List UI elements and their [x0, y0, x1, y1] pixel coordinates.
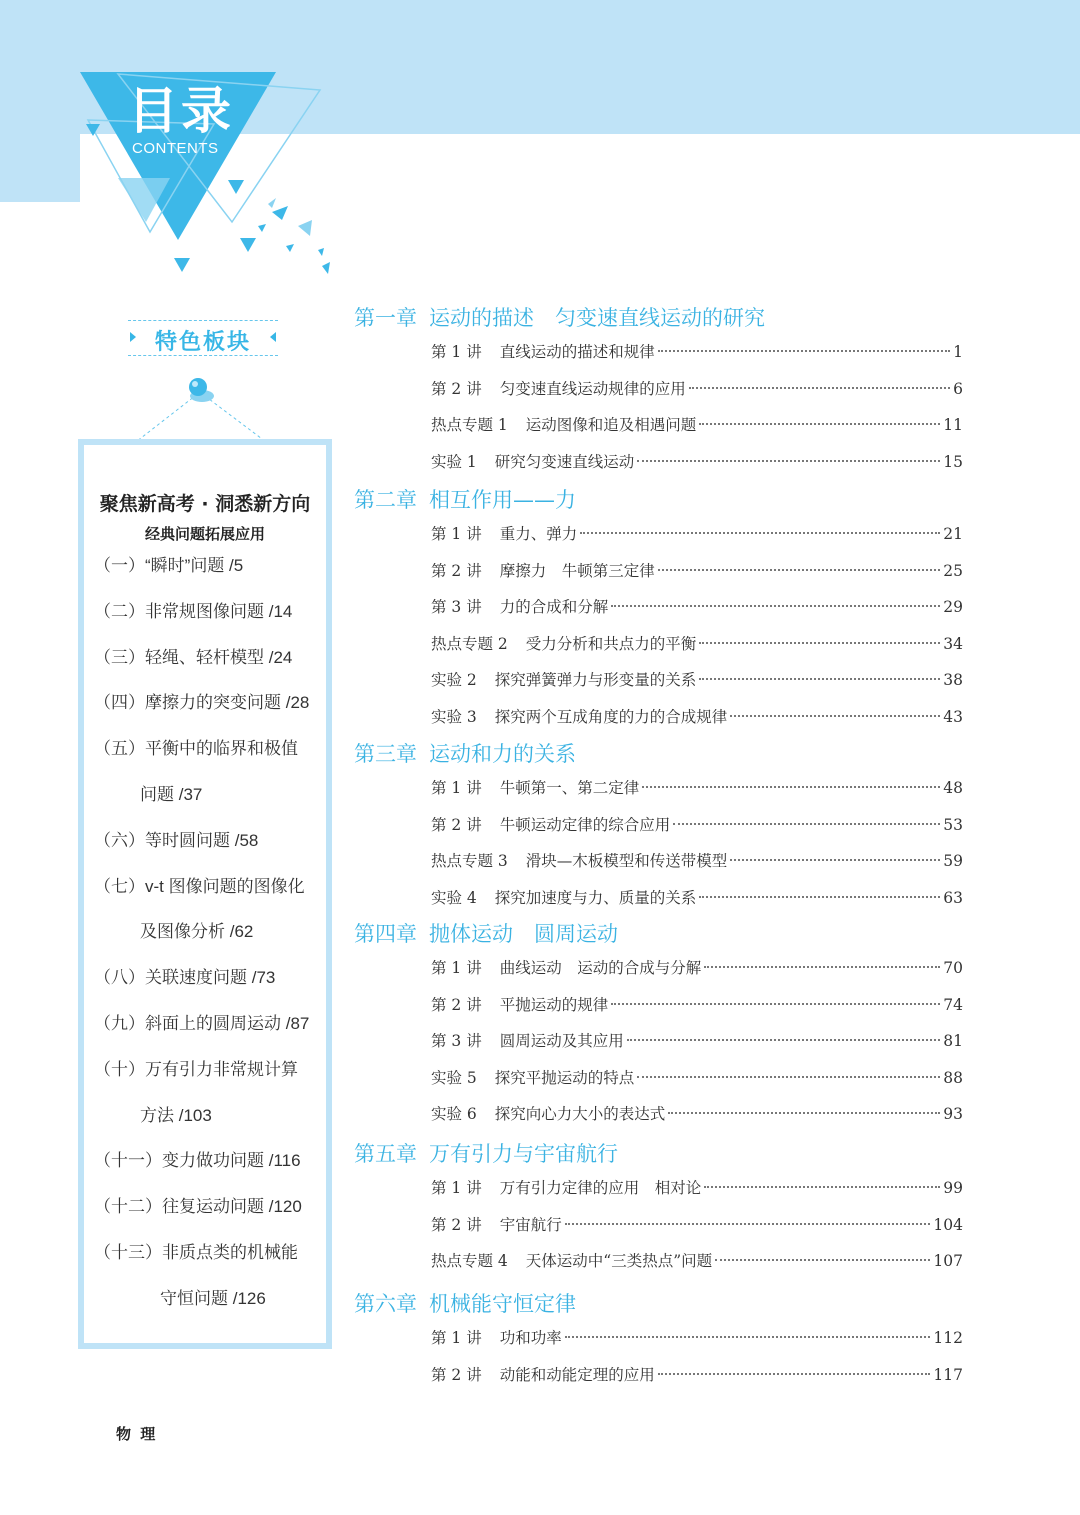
chapter-heading[interactable]	[354, 918, 618, 948]
page-subtitle: CONTENTS	[132, 140, 219, 157]
featured-item-text: 非质点类的机械能	[162, 1243, 298, 1262]
toc-entry-page: 74	[943, 995, 963, 1014]
toc-entry-label: 实验 4	[431, 888, 477, 907]
toc-entry-leader	[565, 1336, 931, 1338]
toc-entry-label: 实验 1	[431, 452, 477, 471]
featured-box-title: 聚焦新高考 · 洞悉新方向	[99, 493, 311, 515]
toc-entry-leader	[673, 823, 940, 825]
toc-entry-title: 探究弹簧弹力与形变量的关系	[494, 671, 697, 690]
chapter-title: 机械能守恒定律	[429, 1292, 576, 1316]
toc-entry-title: 曲线运动 运动的合成与分解	[499, 959, 702, 977]
toc-entry-page: 15	[943, 452, 963, 471]
toc-entry[interactable]	[431, 776, 963, 800]
toc-entry-page: 53	[943, 815, 963, 834]
toc-entry[interactable]	[431, 559, 963, 583]
toc-entry-title: 平抛运动的规律	[499, 995, 609, 1014]
toc-entry-page: 112	[933, 1329, 963, 1347]
featured-item-text: 摩擦力的突变问题 /28	[145, 693, 310, 713]
toc-entry-page: 6	[953, 379, 963, 398]
featured-item-text: 往复运动问题 /120	[162, 1197, 302, 1217]
toc-entry-leader	[730, 859, 940, 861]
toc-entry-leader	[730, 715, 940, 717]
toc-entry-leader	[611, 1003, 940, 1005]
featured-item	[94, 826, 258, 851]
toc-entry[interactable]	[431, 1066, 963, 1090]
featured-item-text: 等时圆问题 /58	[145, 830, 259, 850]
toc-entry[interactable]	[431, 1029, 963, 1053]
arrow-left-icon	[270, 332, 276, 342]
toc-entry-leader	[642, 786, 940, 788]
toc-entry-label: 第 2 讲	[431, 815, 482, 834]
toc-entry-title: 功和功率	[499, 1329, 562, 1347]
chapter-title: 运动和力的关系	[429, 742, 576, 766]
toc-entry-label: 热点专题 2	[431, 634, 508, 653]
toc-entry[interactable]	[431, 450, 963, 474]
toc-entry-page: 93	[943, 1105, 963, 1124]
featured-item-number: （一）	[94, 556, 145, 575]
featured-item-number: （三）	[94, 647, 145, 667]
toc-entry-title: 牛顿运动定律的综合应用	[499, 815, 671, 834]
toc-entry-page: 11	[943, 416, 963, 435]
toc-entry-label: 实验 6	[431, 1105, 477, 1124]
toc-entry[interactable]	[431, 1326, 963, 1350]
featured-item-number: （二）	[94, 601, 145, 621]
toc-entry[interactable]	[431, 668, 963, 692]
chapter-number: 第四章	[354, 922, 417, 946]
toc-entry-title: 受力分析和共点力的平衡	[525, 634, 697, 653]
toc-entry[interactable]	[431, 595, 963, 619]
featured-item-text: “瞬时”问题 /5	[145, 556, 244, 575]
toc-entry-page: 107	[933, 1252, 963, 1271]
toc-entry-title: 力的合成和分解	[499, 598, 609, 617]
featured-item-number: （十）	[94, 1059, 145, 1079]
chapter-title: 运动的描述 匀变速直线运动的研究	[429, 306, 765, 330]
toc-entry[interactable]	[431, 1213, 963, 1237]
chapter-number: 第一章	[354, 306, 417, 330]
toc-entry-title: 探究向心力大小的表达式	[494, 1105, 666, 1124]
featured-item-number: （十三）	[94, 1243, 162, 1262]
toc-entry-title: 动能和动能定理的应用	[499, 1365, 655, 1384]
toc-entry-title: 宇宙航行	[499, 1215, 562, 1234]
toc-entry-page: 81	[943, 1032, 963, 1051]
toc-entry-page: 88	[943, 1068, 963, 1087]
toc-entry-title: 探究两个互成角度的力的合成规律	[494, 708, 728, 726]
chapter-title: 抛体运动 圆周运动	[429, 922, 618, 946]
toc-entry[interactable]	[431, 1363, 963, 1387]
toc-entry-leader	[627, 1039, 941, 1041]
page-title: 目录	[128, 82, 234, 140]
toc-entry-title: 摩擦力 牛顿第三定律	[499, 561, 655, 580]
toc-entry-label: 第 3 讲	[431, 1032, 482, 1051]
featured-item-number: （十二）	[94, 1197, 162, 1217]
toc-entry-label: 实验 5	[431, 1068, 477, 1087]
chapter-number: 第五章	[354, 1142, 417, 1166]
toc-entry-leader	[658, 1373, 931, 1375]
toc-entry-label: 第 2 讲	[431, 1365, 482, 1384]
chapter-heading[interactable]	[354, 484, 576, 514]
featured-item	[94, 1192, 302, 1217]
toc-entry-label: 第 2 讲	[431, 561, 482, 580]
featured-item	[94, 688, 309, 713]
toc-entry[interactable]	[431, 632, 963, 656]
toc-entry-label: 第 2 讲	[431, 995, 482, 1014]
toc-entry-label: 第 2 讲	[431, 1215, 482, 1234]
subject-label: 物 理	[116, 1425, 158, 1443]
featured-item-text: 非常规图像问题 /14	[145, 601, 293, 621]
toc-entry[interactable]	[431, 340, 963, 364]
toc-entry-title: 牛顿第一、第二定律	[499, 779, 640, 797]
featured-item-number: （四）	[94, 693, 145, 713]
toc-entry-title: 探究加速度与力、质量的关系	[494, 888, 697, 907]
chapter-heading[interactable]	[354, 1288, 576, 1318]
toc-entry-page: 99	[943, 1179, 963, 1197]
toc-entry-title: 重力、弹力	[499, 525, 578, 543]
toc-entry[interactable]	[431, 1102, 963, 1126]
toc-entry-page: 43	[943, 708, 963, 726]
toc-entry-label: 第 1 讲	[431, 779, 482, 797]
toc-entry-page: 70	[943, 959, 963, 977]
toc-entry[interactable]	[431, 993, 963, 1017]
toc-entry-page: 117	[933, 1365, 963, 1384]
featured-item	[94, 734, 298, 759]
toc-entry-leader	[704, 966, 940, 968]
featured-item	[94, 1146, 301, 1171]
toc-entry-page: 38	[943, 671, 963, 690]
toc-entry-label: 第 1 讲	[431, 1329, 482, 1347]
toc-entry-leader	[637, 460, 940, 462]
featured-item-continuation: 及图像分析 /62	[140, 922, 254, 942]
featured-item	[94, 1055, 298, 1080]
toc-entry-label: 实验 3	[431, 708, 477, 726]
toc-entry-label: 第 1 讲	[431, 1179, 482, 1197]
toc-entry-label: 第 2 讲	[431, 379, 482, 398]
featured-box-subtitle: 经典问题拓展应用	[144, 525, 265, 543]
featured-item-continuation: 守恒问题 /126	[160, 1288, 266, 1308]
featured-item-text: 关联速度问题 /73	[145, 968, 276, 988]
toc-entry[interactable]	[431, 377, 963, 401]
toc-entry-label: 第 1 讲	[431, 343, 482, 361]
toc-entry-leader	[699, 642, 940, 644]
toc-entry-page: 59	[943, 852, 963, 871]
featured-item-number: （五）	[94, 739, 145, 759]
toc-entry-title: 万有引力定律的应用 相对论	[499, 1179, 702, 1197]
chapter-number: 第六章	[354, 1292, 417, 1316]
featured-item-text: 轻绳、轻杆模型 /24	[145, 647, 293, 667]
chapter-title: 相互作用——力	[429, 488, 576, 512]
toc-entry-title: 探究平抛运动的特点	[494, 1068, 635, 1087]
featured-item-text: v-t 图像问题的图像化	[145, 876, 305, 896]
toc-entry-label: 第 1 讲	[431, 525, 482, 543]
toc-entry[interactable]	[431, 1249, 963, 1273]
toc-entry-page: 1	[953, 343, 963, 361]
toc-entry-leader	[704, 1186, 940, 1188]
toc-entry-title: 圆周运动及其应用	[499, 1032, 624, 1051]
toc-entry[interactable]	[431, 1176, 963, 1200]
chapter-heading[interactable]	[354, 302, 765, 332]
featured-item	[94, 551, 243, 576]
featured-item-text: 万有引力非常规计算	[145, 1059, 298, 1079]
toc-entry-leader	[637, 1076, 940, 1078]
toc-entry-title: 滑块—木板模型和传送带模型	[525, 852, 728, 871]
featured-item-continuation: 问题 /37	[140, 785, 203, 804]
toc-entry-label: 热点专题 3	[431, 852, 508, 871]
featured-item	[94, 597, 292, 622]
toc-entry-title: 直线运动的描述和规律	[499, 343, 655, 361]
toc-entry-page: 48	[943, 779, 963, 797]
featured-item-text: 斜面上的圆周运动 /87	[145, 1014, 310, 1033]
featured-item	[94, 963, 275, 988]
toc-entry[interactable]	[431, 705, 963, 729]
toc-entry[interactable]	[431, 849, 963, 873]
featured-item-number: （六）	[94, 830, 145, 850]
toc-entry-page: 25	[943, 561, 963, 580]
toc-entry-page: 63	[943, 888, 963, 907]
toc-entry-leader	[689, 387, 950, 389]
toc-entry-leader	[699, 423, 940, 425]
toc-entry-label: 热点专题 4	[431, 1252, 508, 1271]
toc-entry-page: 29	[943, 598, 963, 617]
toc-entry-leader	[668, 1112, 940, 1114]
toc-entry-label: 第 3 讲	[431, 598, 482, 617]
toc-entry[interactable]	[431, 413, 963, 437]
toc-entry-leader	[715, 1259, 930, 1261]
chapter-heading[interactable]	[354, 1138, 618, 1168]
toc-entry-leader	[699, 678, 940, 680]
chapter-heading[interactable]	[354, 738, 576, 768]
toc-entry-page: 34	[943, 634, 963, 653]
toc-entry[interactable]	[431, 886, 963, 910]
featured-item-number: （八）	[94, 968, 145, 988]
toc-entry-leader	[611, 605, 940, 607]
toc-entry-label: 实验 2	[431, 671, 477, 690]
toc-entry-leader	[565, 1223, 931, 1225]
featured-item	[94, 1238, 298, 1263]
toc-entry-title: 运动图像和追及相遇问题	[525, 416, 697, 435]
toc-entry-leader	[658, 350, 950, 352]
toc-entry-title: 匀变速直线运动规律的应用	[499, 379, 686, 398]
chapter-number: 第二章	[354, 488, 417, 512]
toc-entry-title: 天体运动中“三类热点”问题	[525, 1252, 713, 1271]
toc-entry-leader	[699, 896, 940, 898]
chapter-title: 万有引力与宇宙航行	[429, 1142, 618, 1166]
featured-item	[94, 1009, 309, 1034]
featured-box	[78, 439, 332, 1349]
featured-item-text: 变力做功问题 /116	[162, 1151, 301, 1171]
toc-entry-label: 第 1 讲	[431, 959, 482, 977]
toc-entry-leader	[658, 569, 941, 571]
featured-heading	[128, 320, 278, 356]
featured-item	[94, 643, 292, 668]
featured-item-number: （九）	[94, 1014, 145, 1033]
featured-item-number: （七）	[94, 876, 145, 896]
toc-entry-page: 21	[943, 525, 963, 543]
featured-heading-label: 特色板块	[154, 330, 251, 355]
toc-entry[interactable]	[431, 956, 963, 980]
toc-entry[interactable]	[431, 522, 963, 546]
chapter-number: 第三章	[354, 742, 417, 766]
toc-entry[interactable]	[431, 813, 963, 837]
toc-entry-label: 热点专题 1	[431, 416, 508, 435]
toc-entry-title: 研究匀变速直线运动	[494, 452, 635, 471]
toc-entry-page: 104	[933, 1215, 963, 1234]
featured-item-continuation: 方法 /103	[140, 1105, 212, 1125]
toc-entry-leader	[580, 532, 940, 534]
featured-item-text: 平衡中的临界和极值	[145, 739, 298, 759]
featured-item-number: （十一）	[94, 1151, 162, 1171]
featured-item	[94, 872, 305, 897]
